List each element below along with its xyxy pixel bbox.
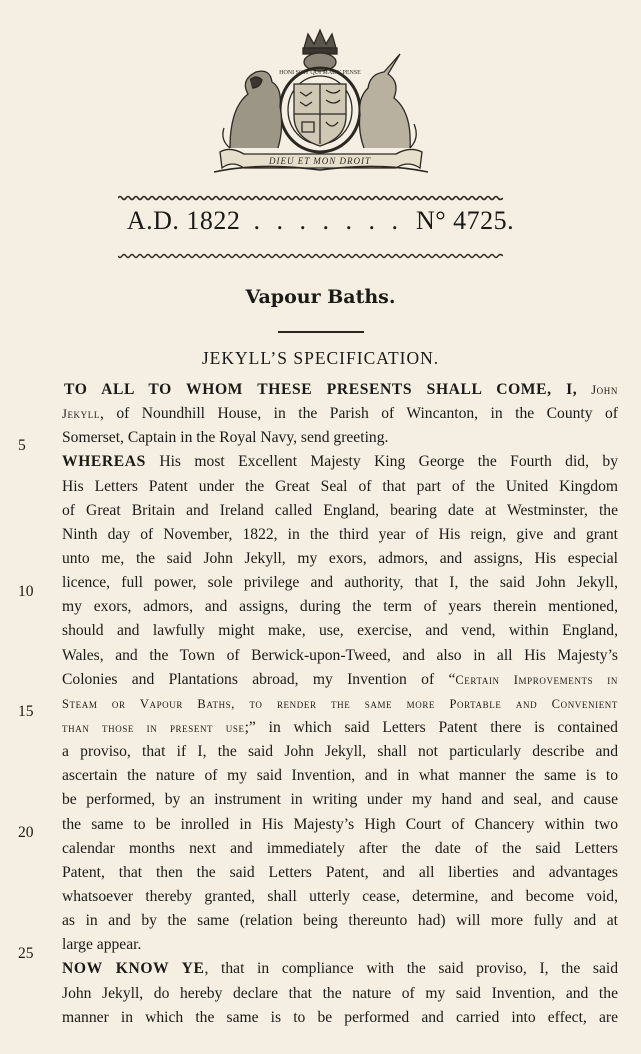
text-line: manner in which the same is to be performed and carried into effect, are	[62, 1008, 618, 1026]
text-line: WHEREAS His most Excellent Majesty King George the Fourth did, by	[62, 453, 618, 471]
text-line: Jekyll, of Noundhill House, in the Parish of Wincanton, in the County of	[62, 405, 618, 423]
line-number: 15	[18, 703, 34, 720]
text-line: unto me, the said John Jekyll, my exors, admors, and assigns, His especial	[62, 549, 618, 567]
text-line: large appear.	[62, 936, 142, 954]
text-line: my exors, admors, and assigns, during the term of years therein mentioned,	[62, 598, 618, 616]
title-divider	[278, 331, 364, 333]
salutation: TO ALL TO WHOM THESE PRESENTS SHALL COME, I,	[64, 381, 578, 398]
year-label: A.D. 1822	[126, 206, 241, 235]
text-line: Colonies and Plantations abroad, my Invention of “Certain Improvements in	[62, 670, 618, 688]
now-know-ye-heading: NOW KNOW YE	[62, 960, 205, 978]
inventor-surname: Jekyll	[62, 407, 100, 422]
patent-number-heading	[0, 204, 641, 238]
text-line: Somerset, Captain in the Royal Navy, send greeting.	[62, 429, 389, 447]
text-line: as in and by the same (relation being thereunto had) will more fully and at	[62, 912, 618, 930]
invention-title-continued: Steam or Vapour Baths, to render the same more Portable and Convenient	[62, 696, 618, 711]
text-line: John Jekyll, do hereby declare that the nature of my said Invention, and the	[62, 984, 618, 1002]
text-line: Patent, that then the said Letters Patent, and all liberties and advantages	[62, 863, 618, 881]
inventor-first-name: John	[591, 383, 618, 397]
patent-number: N° 4725.	[415, 206, 515, 235]
line-number: 25	[18, 945, 34, 962]
invention-title-end: than those in present use	[62, 720, 245, 735]
top-decorative-rule	[118, 194, 503, 202]
coat-of-arms-icon	[200, 28, 440, 176]
line-number: 5	[18, 437, 26, 454]
bottom-decorative-rule	[118, 252, 503, 260]
text-line: be performed, by an instrument in writing under my hand and seal, and cause	[62, 791, 618, 809]
text-line: a proviso, that if I, the said John Jekyll, shall not particularly describe and	[62, 743, 618, 761]
text-line: whatsoever thereby granted, shall utterly cease, determine, and become void,	[62, 887, 618, 905]
text-line: ascertain the nature of my said Invention, and in what manner the same is to	[62, 767, 618, 785]
motto-text: DIEU ET MON DROIT	[268, 156, 372, 166]
text-line: Wales, and the Town of Berwick-upon-Tweed, and also in all His Majesty’s	[62, 646, 618, 664]
text-line: calendar months next and immediately after the date of the said Letters	[62, 839, 618, 857]
line-number: 10	[18, 583, 34, 600]
document-title: Vapour Baths.	[245, 286, 396, 308]
text-line: NOW KNOW YE, that in compliance with the said proviso, I, the said	[62, 960, 618, 978]
leader-dots: . . . . . . .	[253, 206, 403, 235]
text-line: His Letters Patent under the Great Seal of that part of the United Kingdom	[62, 477, 618, 495]
specification-body	[62, 378, 618, 1030]
royal-coat-of-arms	[200, 28, 440, 176]
whereas-heading: WHEREAS	[62, 453, 146, 471]
text-line: of Great Britain and Ireland called England, bearing date at Westminster, the	[62, 501, 618, 519]
specification-title: JEKYLL’S SPECIFICATION.	[201, 348, 440, 368]
text-line	[62, 378, 618, 402]
text-line: should and lawfully might make, use, exercise, and vend, within England,	[62, 622, 618, 640]
text-line: Ninth day of November, 1822, in the third year of His reign, give and grant	[62, 525, 618, 543]
text-line: licence, full power, sole privilege and authority, that I, the said John Jekyll,	[62, 574, 618, 592]
line-number: 20	[18, 824, 34, 841]
garter-text: HONI SOIT QUI MAL Y PENSE	[279, 70, 361, 76]
invention-title: Certain Improvements in	[455, 672, 618, 687]
text-line: the same to be inrolled in His Majesty’s High Court of Chancery within two	[62, 815, 618, 833]
text-line: than those in present use;” in which said Letters Patent there is contained	[62, 718, 618, 736]
